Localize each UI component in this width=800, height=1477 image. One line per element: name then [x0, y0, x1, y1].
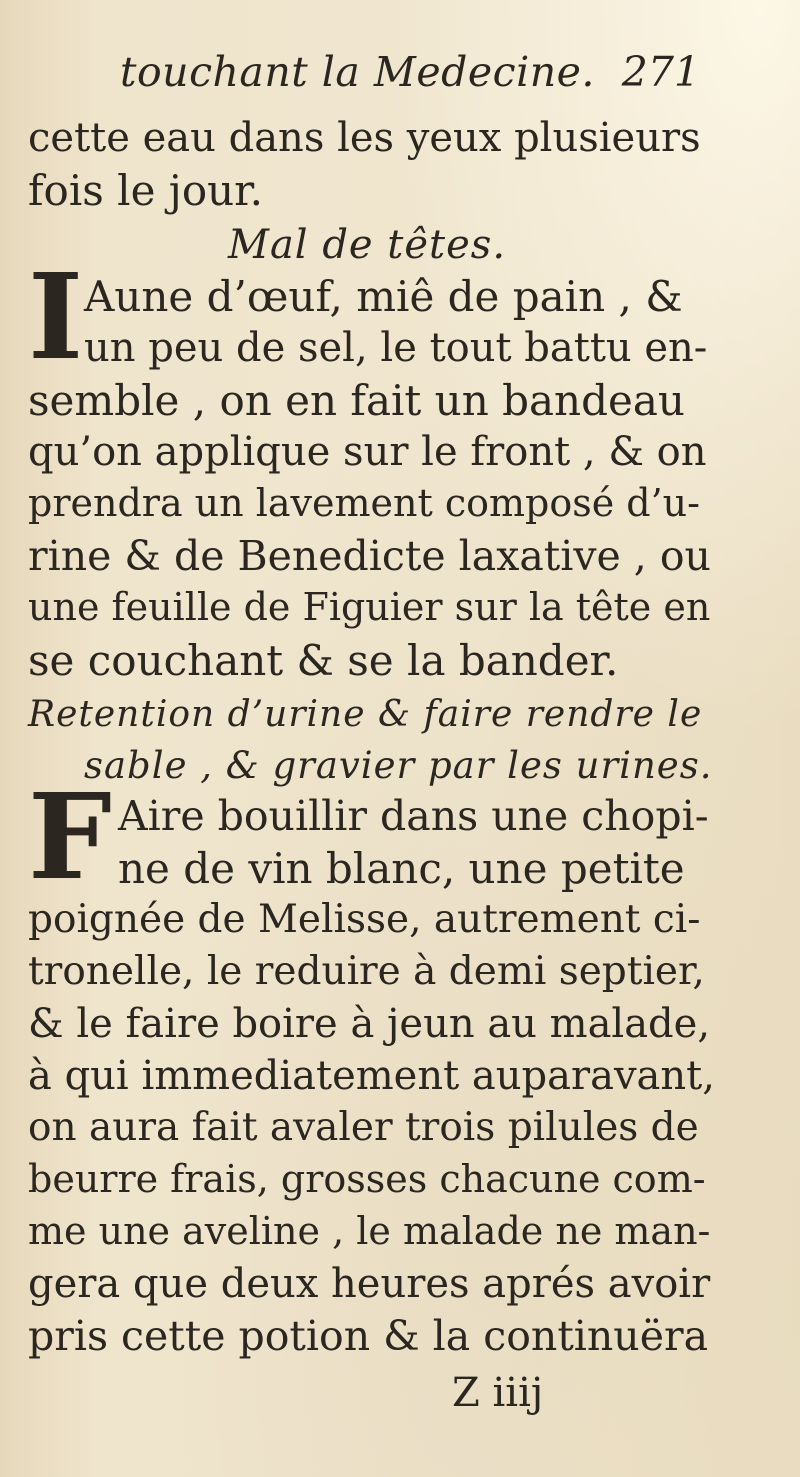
text-line: ne de vin blanc, une petite [118, 844, 685, 893]
text-line: se couchant & se la bander. [28, 636, 619, 685]
page-header [120, 48, 700, 108]
running-title: touchant la Medecine. [120, 48, 595, 96]
text-line: poignée de Melisse, autrement ci- [28, 897, 701, 942]
text-line: Aire bouillir dans une chopi- [118, 792, 709, 840]
text-line: prendra un lavement composé d’u- [28, 481, 700, 525]
text-line: on aura fait avaler trois pilules de [28, 1105, 699, 1150]
text-line: gera que deux heures aprés avoir [28, 1261, 711, 1307]
text-line: tronelle, le reduire à demi septier, [28, 949, 705, 994]
text-line: pris cette potion & la continuëra [28, 1312, 709, 1360]
section-heading: Retention d’urine & faire rendre le [28, 694, 703, 735]
text-line: à qui immediatement auparavant, [28, 1053, 715, 1099]
page-number: 271 [621, 48, 700, 96]
text-line: cette eau dans les yeux plusieurs [28, 115, 701, 161]
text-line: qu’on applique sur le front , & on [28, 429, 707, 475]
text-line: une feuille de Figuier sur la tête en [28, 585, 711, 629]
text-line: un peu de sel, le tout battu en- [84, 325, 708, 371]
text-line: fois le jour. [28, 166, 263, 215]
signature-mark: Z iiij [452, 1370, 544, 1416]
text-line: semble , on en fait un bandeau [28, 376, 685, 425]
section-heading: sable , & gravier par les urines. [84, 744, 713, 787]
text-line: rine & de Benedicte laxative , ou [28, 532, 711, 580]
section-heading: Mal de têtes. [228, 222, 507, 268]
text-line: & le faire boire à jeun au malade, [28, 1001, 711, 1047]
drop-cap: I [28, 247, 84, 386]
drop-cap: F [28, 767, 112, 906]
text-line: Aune d’œuf, miê de pain , & [84, 272, 683, 321]
text-line: beurre frais, grosses chacune com- [28, 1157, 706, 1201]
text-line: me une aveline , le malade ne man- [28, 1209, 711, 1253]
